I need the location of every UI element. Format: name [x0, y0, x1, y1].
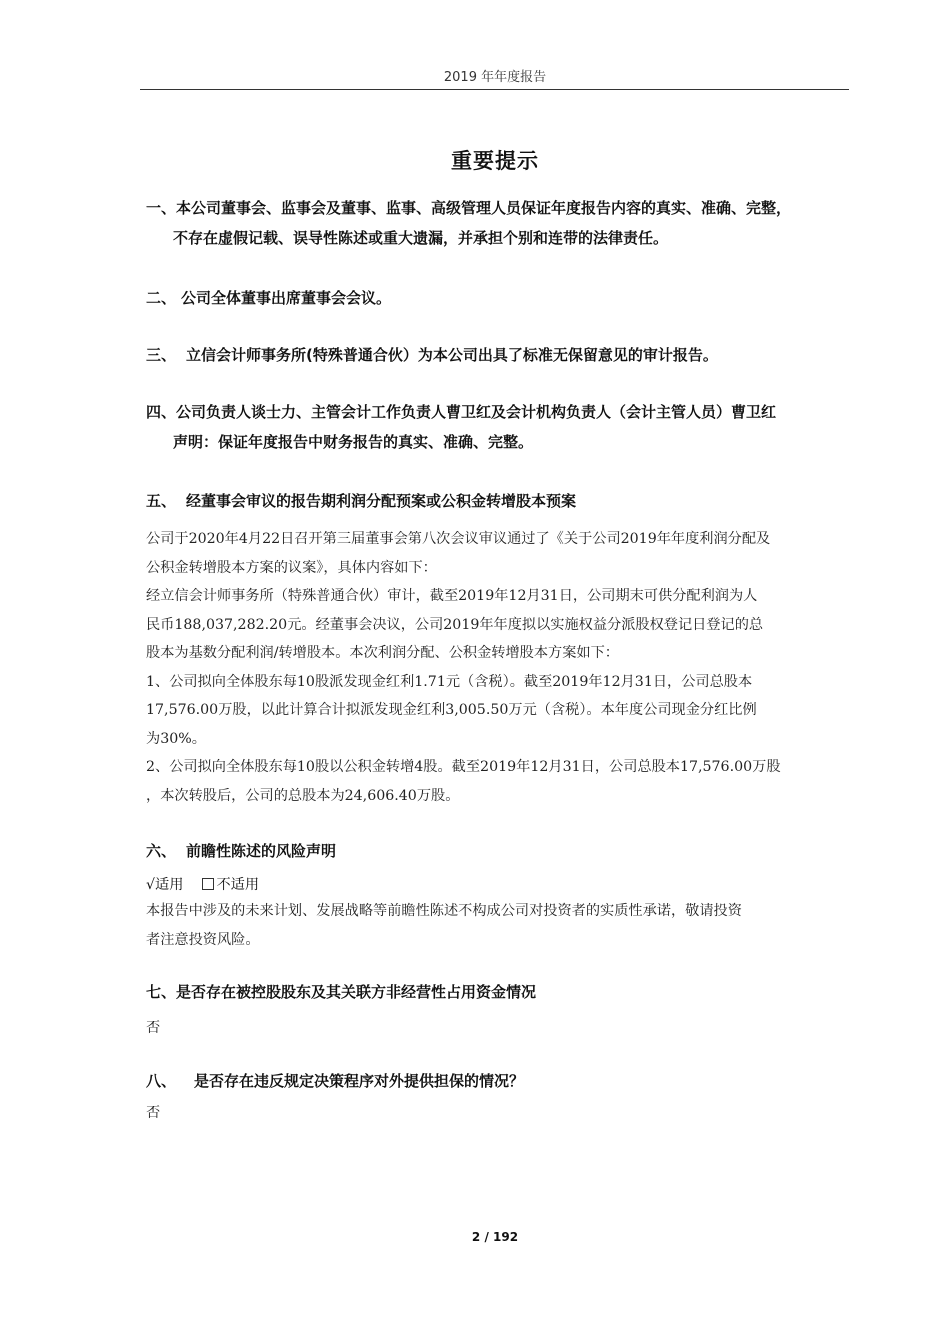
paragraph-line: 17,576.00万股，以此计算合计拟派发现金红利3,005.50万元（含税）。本年度公司现金分红比例 — [146, 702, 757, 718]
section-number: 六、 — [146, 842, 177, 860]
section-7-answer — [146, 1014, 850, 1043]
applicable-label: 适用 — [155, 877, 184, 893]
section-8-answer — [146, 1099, 850, 1128]
header-divider — [140, 89, 849, 90]
section-text: 是否存在违反规定决策程序对外提供担保的情况？ — [194, 1072, 525, 1090]
running-header: 2019 年年度报告 — [443, 70, 547, 85]
section-number: 七、 — [146, 983, 177, 1001]
section-5 — [146, 486, 852, 516]
section-number: 二、 — [146, 289, 177, 307]
section-number: 一、 — [146, 199, 177, 217]
section-number: 八、 — [146, 1072, 177, 1090]
page-title: 重要提示 — [451, 149, 539, 173]
applicability-options — [146, 874, 259, 894]
section-number: 四、 — [146, 403, 177, 421]
section-text: 本公司董事会、监事会及董事、监事、高级管理人员保证年度报告内容的真实、准确、完整， — [176, 199, 792, 217]
section-2 — [146, 283, 852, 313]
section-text: 是否存在被控股股东及其关联方非经营性占用资金情况 — [176, 983, 537, 1001]
paragraph-line: ，本次转股后，公司的总股本为24,606.40万股。 — [146, 787, 460, 804]
page-number: 2 / 192 — [471, 1230, 519, 1244]
section-text: 公司全体董事出席董事会会议。 — [181, 289, 392, 307]
paragraph-line: 公司于2020年4月22日召开第三届董事会第八次会议审议通过了《关于公司2019年年度利润分配及 — [146, 531, 771, 547]
section-text: 前瞻性陈述的风险声明 — [186, 842, 337, 860]
section-text-continued: 不存在虚假记载、误导性陈述或重大遗漏，并承担个别和连带的法律责任。 — [173, 229, 669, 247]
section-text: 立信会计师事务所(特殊普通合伙）为本公司出具了标准无保留意见的审计报告。 — [186, 346, 718, 364]
paragraph-line: 经立信会计师事务所（特殊普通合伙）审计，截至2019年12月31日，公司期末可供分配利润为人 — [146, 588, 758, 604]
section-8 — [146, 1066, 852, 1096]
section-text: 经董事会审议的报告期利润分配预案或公积金转增股本预案 — [186, 492, 577, 510]
not-applicable-label: 不适用 — [216, 877, 260, 893]
section-number: 三、 — [146, 346, 177, 364]
unchecked-box-icon — [202, 878, 214, 890]
paragraph-line: 本报告中涉及的未来计划、发展战略等前瞻性陈述不构成公司对投资者的实质性承诺，敬请投资 — [146, 903, 742, 919]
section-3 — [146, 340, 852, 370]
section-text: 公司负责人谈士力、主管会计工作负责人曹卫红及会计机构负责人（会计主管人员）曹卫红 — [176, 403, 777, 421]
section-7 — [146, 977, 852, 1007]
answer-text: 否 — [146, 1105, 161, 1121]
section-text-continued: 声明：保证年度报告中财务报告的真实、准确、完整。 — [173, 433, 534, 451]
section-6-body — [146, 897, 850, 954]
section-5-body — [146, 525, 850, 810]
checked-mark-icon: √ — [146, 877, 156, 893]
section-1 — [146, 193, 852, 253]
paragraph-line: 1、公司拟向全体股东每10股派发现金红利1.71元（含税）。截至2019年12月31日，公司总股本 — [146, 673, 753, 690]
paragraph-line: 为30%。 — [146, 730, 206, 747]
section-6 — [146, 836, 852, 866]
paragraph-line: 民币188,037,282.20元。经董事会决议，公司2019年年度拟以实施权益分派股权登记日登记的总 — [146, 616, 764, 633]
paragraph-line: 者注意投资风险。 — [146, 931, 260, 948]
section-number: 五、 — [146, 492, 177, 510]
paragraph-line: 2、公司拟向全体股东每10股以公积金转增4股。截至2019年12月31日，公司总股本17,576.00万股 — [146, 759, 781, 775]
paragraph-line: 公积金转增股本方案的议案》，具体内容如下： — [146, 559, 437, 576]
answer-text: 否 — [146, 1020, 161, 1036]
section-4 — [146, 397, 852, 457]
paragraph-line: 股本为基数分配利润/转增股本。本次利润分配、公积金转增股本方案如下： — [146, 645, 619, 661]
